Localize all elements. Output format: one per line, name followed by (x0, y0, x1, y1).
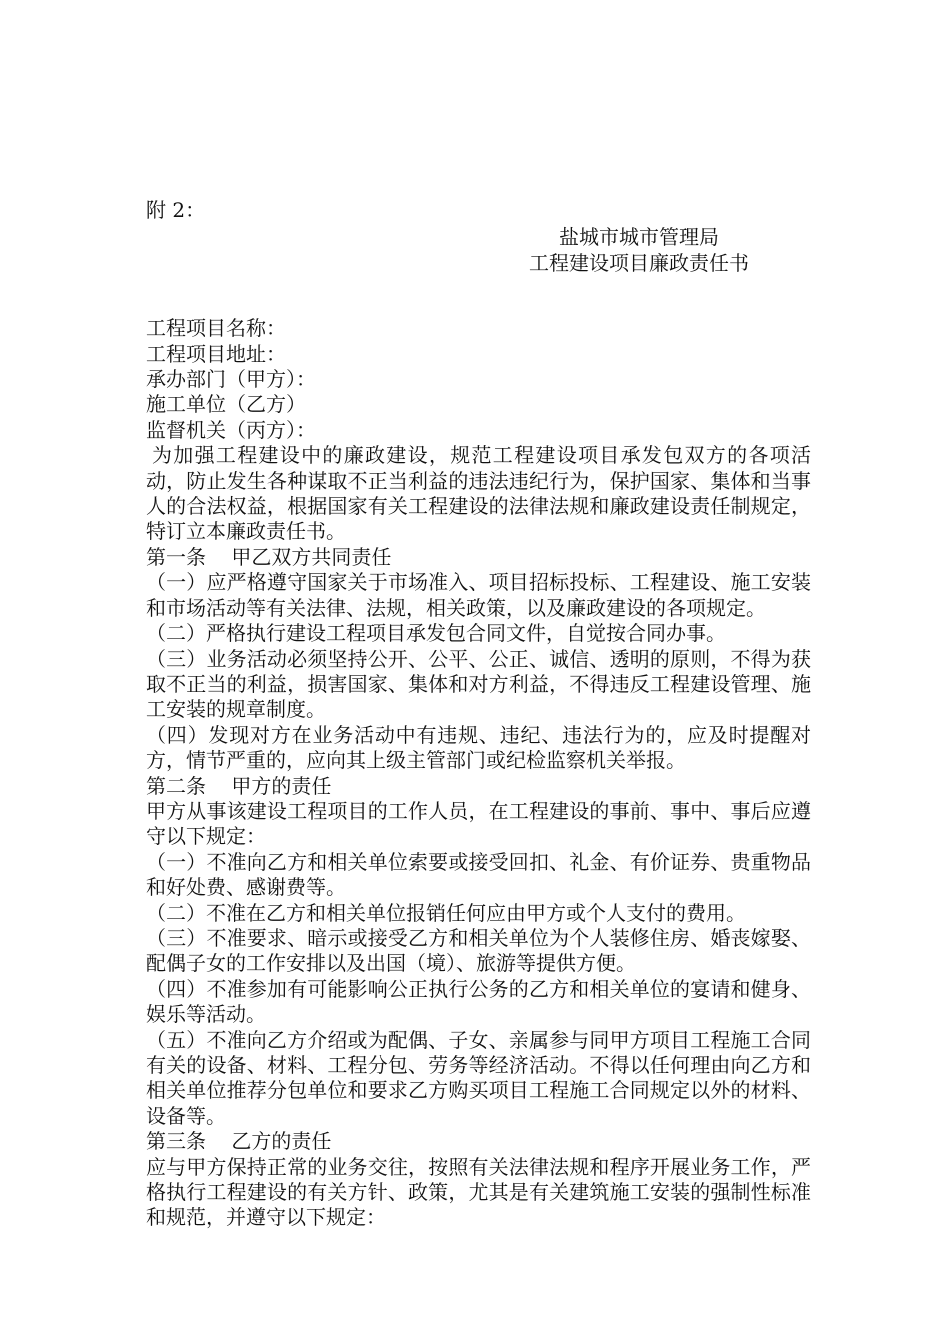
article-2-heading: 第二条 甲方的责任 (146, 773, 332, 798)
article-1-heading: 第一条 甲乙双方共同责任 (146, 544, 392, 569)
field-party-b: 施工单位（乙方） (146, 392, 306, 417)
article-1-item: （一）应严格遵守国家关于市场准入、项目招标投标、工程建设、施工安装和市场活动等有关法律、法规，相关政策，以及廉政建设的各项规定。 (146, 570, 811, 620)
article-3-lead: 应与甲方保持正常的业务交往，按照有关法律法规和程序开展业务工作，严格执行工程建设的有关方针、政策，尤其是有关建筑施工安装的强制性标准和规范，并遵守以下规定： (146, 1154, 811, 1230)
field-party-a: 承办部门（甲方）： (146, 367, 316, 392)
article-2-item: （三）不准要求、暗示或接受乙方和相关单位为个人装修住房、婚丧嫁娶、配偶子女的工作安排以及出国（境）、旅游等提供方便。 (146, 925, 811, 976)
field-project-name: 工程项目名称： (146, 316, 286, 341)
article-2-item: （五）不准向乙方介绍或为配偶、子女、亲属参与同甲方项目工程施工合同有关的设备、材料、工程分包、劳务等经济活动。不得以任何理由向乙方和相关单位推荐分包单位和要求乙方购买项目工程施工合同规定以外的材料、设备等。 (146, 1027, 811, 1128)
article-1-item: （四）发现对方在业务活动中有违规、违纪、违法行为的，应及时提醒对方，情节严重的，应向其上级主管部门或纪检监察机关举报。 (146, 722, 811, 773)
article-3-heading: 第三条 乙方的责任 (146, 1129, 332, 1154)
article-1-item: （二）严格执行建设工程项目承发包合同文件，自觉按合同办事。 (146, 621, 726, 646)
article-2-item: （二）不准在乙方和相关单位报销任何应由甲方或个人支付的费用。 (146, 900, 746, 925)
attachment-label: 附 2： (146, 198, 206, 222)
intro-paragraph: 为加强工程建设中的廉政建设，规范工程建设项目承发包双方的各项活动，防止发生各种谋取不正当利益的违法违纪行为，保护国家、集体和当事人的合法权益，根据国家有关工程建设的法律法规和廉政建设责任制规定，特订立本廉政责任书。 (146, 443, 811, 544)
field-project-address: 工程项目地址： (146, 341, 286, 366)
field-party-c: 监督机关（丙方）： (146, 417, 316, 442)
organization-title: 盐城市城市管理局 (559, 225, 719, 250)
article-2-item: （一）不准向乙方和相关单位索要或接受回扣、礼金、有价证券、贵重物品和好处费、感谢费等。 (146, 849, 811, 900)
article-2-lead: 甲方从事该建设工程项目的工作人员，在工程建设的事前、事中、事后应遵守以下规定： (146, 798, 811, 849)
document-title: 工程建设项目廉政责任书 (529, 250, 749, 275)
article-1-item: （三）业务活动必须坚持公开、公平、公正、诚信、透明的原则，不得为获取不正当的利益，损害国家、集体和对方利益，不得违反工程建设管理、施工安装的规章制度。 (146, 646, 811, 722)
document-content (146, 198, 811, 1231)
article-2-item: （四）不准参加有可能影响公正执行公务的乙方和相关单位的宴请和健身、娱乐等活动。 (146, 976, 811, 1027)
